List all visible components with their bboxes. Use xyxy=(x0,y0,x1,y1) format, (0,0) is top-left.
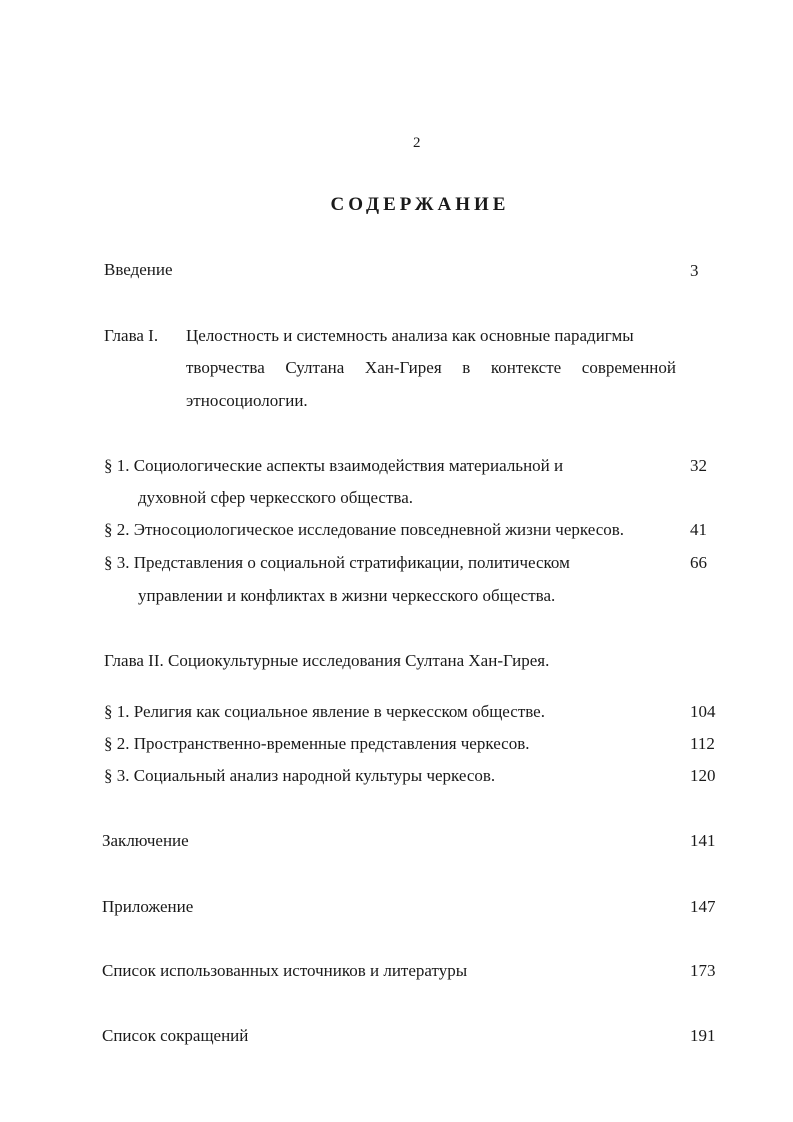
page-number: 2 xyxy=(413,135,421,151)
toc-entry-ch1-s2-page: 41 xyxy=(690,520,707,539)
toc-entry-ch2-s1-line-1: § 1. Религия как социальное явление в черкесском обществе. xyxy=(104,702,545,721)
toc-entry-ch1-s1-line-1: § 1. Социологические аспекты взаимодействия материальной и xyxy=(104,456,564,475)
toc-entry-ch1-s3-line-2: управлении и конфликтах в жизни черкесского общества. xyxy=(138,586,556,605)
toc-entry-appendix-page: 147 xyxy=(690,897,716,916)
chapter-1-title-line-3: этносоциологии. xyxy=(186,391,308,410)
toc-entry-ch2-s2-line-1: § 2. Пространственно-временные представления черкесов. xyxy=(104,734,530,753)
toc-entry-conclusion-label: Заключение xyxy=(102,831,189,850)
toc-entry-references-page: 173 xyxy=(690,961,716,980)
toc-entry-ch2-s3-line-1: § 3. Социальный анализ народной культуры черкесов. xyxy=(104,766,496,785)
toc-entry-ch1-s1-page: 32 xyxy=(690,456,707,475)
toc-entry-abbreviations-page: 191 xyxy=(690,1026,716,1045)
chapter-1-title-line-2: творчества Султана Хан-Гирея в контексте современной xyxy=(186,358,676,377)
toc-entry-ch1-s2-line-1: § 2. Этносоциологическое исследование повседневной жизни черкесов. xyxy=(104,520,625,539)
toc-entry-intro-page: 3 xyxy=(690,261,699,280)
chapter-2-heading: Глава II. Социокультурные исследования Султана Хан-Гирея. xyxy=(104,651,550,670)
toc-entry-ch2-s1-page: 104 xyxy=(690,702,716,721)
toc-entry-ch1-s3-line-1: § 3. Представления о социальной стратификации, политическом xyxy=(104,553,570,572)
toc-entry-abbreviations-label: Список сокращений xyxy=(102,1026,249,1045)
toc-entry-ch1-s1-line-2: духовной сфер черкесского общества. xyxy=(138,488,414,507)
toc-entry-intro-label: Введение xyxy=(104,260,173,279)
toc-entry-ch2-s2-page: 112 xyxy=(690,734,715,753)
toc-entry-ch2-s3-page: 120 xyxy=(690,766,716,785)
page-title: СОДЕРЖАНИЕ xyxy=(330,194,510,215)
toc-entry-references-label: Список использованных источников и литературы xyxy=(102,961,468,980)
toc-entry-conclusion-page: 141 xyxy=(690,831,716,850)
toc-entry-ch1-s3-page: 66 xyxy=(690,553,707,572)
toc-entry-appendix-label: Приложение xyxy=(102,897,194,916)
chapter-1-prefix: Глава I. xyxy=(104,326,159,345)
chapter-1-title-line-1: Целостность и системность анализа как основные парадигмы xyxy=(186,326,634,345)
